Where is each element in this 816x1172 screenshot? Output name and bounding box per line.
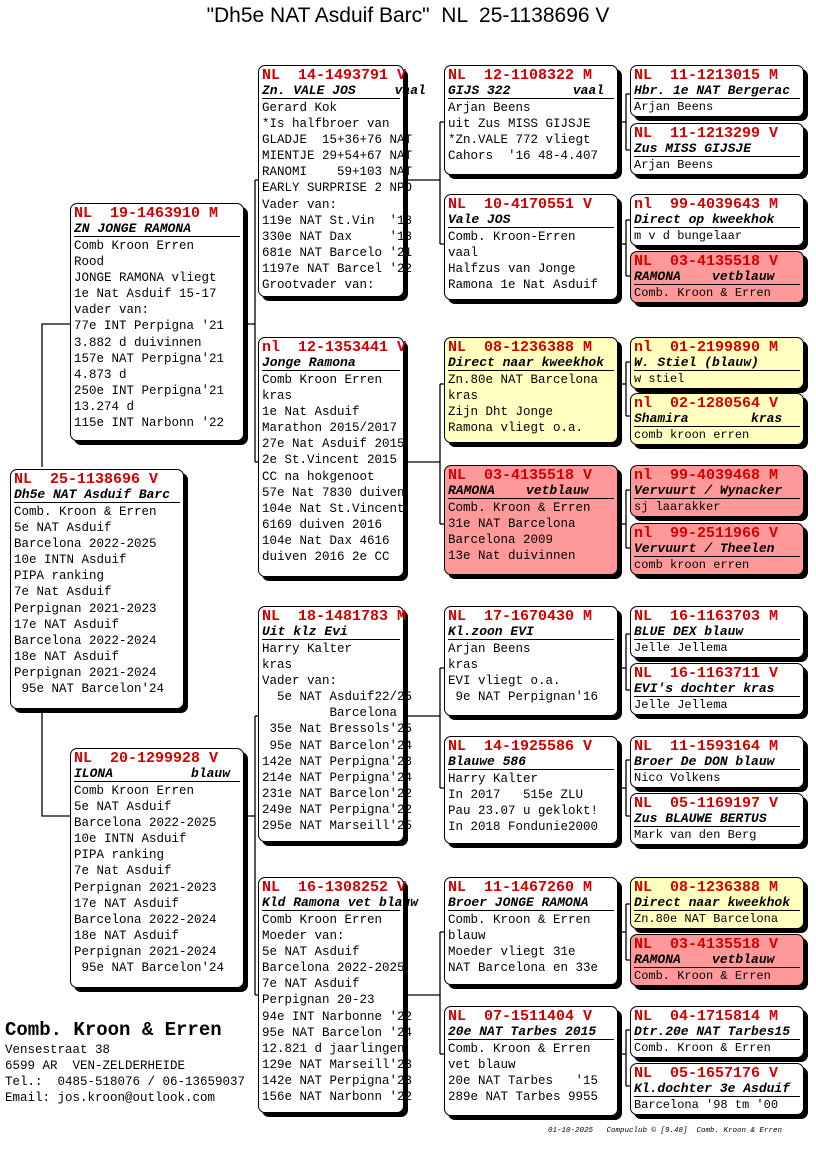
detail-line: 104e Nat St.Vincent — [262, 501, 405, 516]
detail-line: 95e NAT Barcelon '24 — [262, 1025, 413, 1040]
detail-line: Zijn Dht Jonge — [448, 405, 554, 420]
ring-number: nl 99-2511966 V — [634, 525, 779, 542]
detail-line: 5e NAT Asduif — [14, 521, 112, 536]
ring-number: NL 08-1236388 M — [634, 879, 779, 896]
pigeon-name: Dh5e NAT Asduif Barc — [14, 488, 180, 503]
ring-number: NL 08-1236388 M — [448, 339, 593, 356]
pigeon-details — [448, 1041, 614, 1105]
pedigree-card-gen5-1[interactable] — [630, 65, 804, 117]
ring-number: NL 12-1108322 M — [448, 67, 593, 84]
detail-line: 1e Nat Asduif 15-17 — [74, 287, 217, 302]
ring-number: NL 18-1481783 M — [262, 608, 407, 625]
detail-line: *Is halfbroer van — [262, 117, 390, 132]
pedigree-card-gen4-7[interactable] — [444, 877, 618, 985]
pigeon-name: Broer JONGE RAMONA — [448, 896, 614, 911]
ring-number: NL 11-1467260 M — [448, 879, 593, 896]
owner-email[interactable]: Email: jos.kroon@outlook.com — [5, 1091, 216, 1105]
pigeon-name: Dtr.20e NAT Tarbes15 — [634, 1025, 800, 1040]
detail-line: 6169 duiven 2016 — [262, 517, 383, 532]
pigeon-details — [448, 912, 614, 976]
pigeon-name: Uit klz Evi — [262, 625, 400, 640]
pigeon-name: Broer De DON blauw — [634, 755, 800, 770]
pigeon-name: Direct naar kweekhok — [448, 356, 614, 371]
detail-line: 214e NAT Perpigna'24 — [262, 770, 413, 785]
pigeon-name: ZN JONGE RAMONA — [74, 222, 240, 237]
ring-number: NL 11-1213015 M — [634, 67, 779, 84]
detail-line: 18e NAT Asduif — [74, 928, 180, 943]
pigeon-details — [634, 969, 800, 984]
pigeon-name: W. Stiel (blauw) — [634, 356, 800, 371]
pedigree-card-gen5-11[interactable] — [630, 736, 804, 788]
detail-line: 7e Nat Asduif — [14, 585, 112, 600]
pedigree-card-gen5-13[interactable] — [630, 877, 804, 929]
pedigree-card-sire-sire[interactable] — [258, 65, 426, 297]
detail-line: Comb. Kroon & Erren — [634, 286, 771, 300]
detail-line: 250e INT Perpigna'21 — [74, 383, 225, 398]
pigeon-name: Shamira kras — [634, 412, 800, 427]
detail-line: 1197e NAT Barcel '22 — [262, 261, 413, 276]
detail-line: 5e NAT Asduif — [74, 800, 172, 815]
pedigree-title: "Dh5e NAT Asduif Barc" NL 25-1138696 V — [206, 4, 610, 27]
pigeon-name: Blauwe 586 — [448, 755, 614, 770]
owner-postcode: 6599 AR VEN-ZELDERHEIDE — [5, 1059, 186, 1073]
detail-line: EARLY SURPRISE 2 NPO — [262, 181, 413, 196]
pigeon-name: Zus BLAUWE BERTUS — [634, 812, 800, 827]
detail-line: duiven 2016 2e CC — [262, 550, 390, 565]
pigeon-details — [74, 238, 240, 431]
detail-line: Comb. Kroon & Erren — [14, 505, 157, 519]
detail-line: kras — [262, 658, 293, 673]
detail-line: Barcelona 2022-2024 — [14, 633, 157, 648]
pigeon-details — [634, 100, 800, 115]
detail-line: 1e Nat Asduif — [262, 405, 360, 420]
detail-line: *Zn.VALE 772 vliegt — [448, 133, 591, 148]
ring-number: NL 20-1299928 V — [74, 750, 219, 767]
detail-line: 2e St.Vincent 2015 — [262, 453, 398, 468]
detail-line: Comb Kroon Erren — [262, 913, 383, 927]
pedigree-card-gen5-10[interactable] — [630, 663, 804, 715]
pigeon-name: Vervuurt / Theelen — [634, 542, 800, 557]
pigeon-details — [634, 158, 800, 173]
detail-line: Ramona 1e Nat Asduif — [448, 278, 599, 293]
detail-line: w stiel — [634, 372, 685, 386]
pigeon-details — [634, 229, 800, 244]
pigeon-details — [634, 912, 800, 927]
pigeon-details — [634, 1041, 800, 1056]
ring-number: NL 16-1308252 V — [262, 879, 407, 896]
detail-line: Perpignan 2021-2024 — [74, 944, 217, 959]
detail-line: 13e Nat duivinnen — [448, 549, 576, 564]
pigeon-name: EVI's dochter kras — [634, 682, 800, 697]
detail-line: 13.274 d — [74, 399, 135, 414]
ring-number: NL 16-1163711 V — [634, 665, 779, 682]
pigeon-name: Zus MISS GIJSJE — [634, 142, 800, 157]
pigeon-details — [634, 771, 800, 786]
detail-line: Pau 23.07 u geklokt! — [448, 804, 599, 819]
pedigree-card-gen5-6[interactable] — [630, 393, 804, 445]
ring-number: NL 07-1511404 V — [448, 1008, 593, 1025]
detail-line: 295e NAT Marseill'25 — [262, 819, 413, 834]
pigeon-name: RAMONA vetblauw — [634, 270, 800, 285]
detail-line: Zn.80e NAT Barcelona — [634, 912, 779, 926]
detail-line: Harry Kalter — [448, 772, 539, 786]
detail-line: GLADJE 15+36+76 NAT — [262, 133, 413, 148]
detail-line: 17e NAT Asduif — [14, 617, 120, 632]
detail-line: PIPA ranking — [74, 848, 165, 863]
detail-line: Comb. Kroon & Erren — [448, 501, 591, 515]
pedigree-card-gen5-15[interactable] — [630, 1006, 804, 1058]
detail-line: 289e NAT Tarbes 9955 — [448, 1090, 599, 1105]
ring-number: NL 03-4135518 V — [448, 467, 593, 484]
detail-line: Arjan Beens — [634, 158, 714, 172]
ring-number: NL 19-1463910 M — [74, 205, 219, 222]
pedigree-card-gen4-3[interactable] — [444, 337, 618, 443]
pedigree-card-dam-dam[interactable] — [258, 877, 419, 1113]
detail-line: Barcelona 2022-2025 — [74, 816, 217, 831]
detail-line: vader van: — [74, 303, 150, 318]
detail-line: blauw — [448, 929, 486, 944]
pigeon-details — [634, 372, 800, 387]
pigeon-details — [14, 504, 180, 697]
pigeon-name: ILONA blauw — [74, 767, 240, 782]
detail-line: Rood — [74, 255, 105, 270]
detail-line: vaal — [448, 246, 479, 261]
pedigree-card-dam-sire[interactable] — [258, 606, 413, 842]
pedigree-card-gen5-3[interactable] — [630, 194, 804, 246]
detail-line: comb kroon erren — [634, 558, 750, 572]
ring-number: nl 12-1353441 V — [262, 339, 407, 356]
ring-number: NL 05-1657176 V — [634, 1065, 779, 1082]
detail-line: Perpignan 20-23 — [262, 993, 375, 1008]
detail-line: Arjan Beens — [634, 100, 714, 114]
detail-line: PIPA ranking — [14, 569, 105, 584]
detail-line: CC na hokgenoot — [262, 469, 375, 484]
pigeon-name: Vale JOS — [448, 213, 614, 228]
owner-name: Comb. Kroon & Erren — [5, 1019, 222, 1041]
detail-line: Comb. Kroon & Erren — [448, 913, 591, 927]
detail-line: Barcelona '98 tm '00 — [634, 1098, 779, 1112]
detail-line: 330e NAT Dax '18 — [262, 229, 413, 244]
pigeon-name: Direct op kweekhok — [634, 213, 800, 228]
detail-line: JONGE RAMONA vliegt — [74, 271, 217, 286]
pigeon-details — [74, 783, 240, 976]
ring-number: nl 99-4039643 M — [634, 196, 779, 213]
ring-number: NL 16-1163703 M — [634, 608, 779, 625]
detail-line: Barcelona 2009 — [448, 533, 554, 548]
detail-line: Halfzus van Jonge — [448, 262, 576, 277]
pigeon-details — [634, 500, 800, 515]
pigeon-details — [634, 1098, 800, 1113]
detail-line: 5e NAT Asduif — [262, 945, 360, 960]
pigeon-details — [448, 229, 614, 293]
ring-number: NL 05-1169197 V — [634, 795, 779, 812]
pigeon-details — [448, 771, 614, 835]
pedigree-card-gen5-12[interactable] — [630, 793, 804, 845]
pigeon-details — [262, 641, 413, 834]
pigeon-details — [262, 372, 405, 565]
pigeon-name: GIJS 322 vaal — [448, 84, 614, 99]
pigeon-details — [262, 912, 413, 1105]
detail-line: Comb. Kroon & Erren — [634, 1041, 771, 1055]
pigeon-name: RAMONA vetblauw — [634, 953, 800, 968]
pigeon-name: Hbr. 1e NAT Bergerac — [634, 84, 800, 99]
detail-line: Moeder van: — [262, 929, 345, 944]
pigeon-name: Kl.zoon EVI — [448, 625, 614, 640]
detail-line: Jelle Jellema — [634, 641, 728, 655]
detail-line: 77e INT Perpigna '21 — [74, 319, 225, 334]
detail-line: 142e NAT Perpigna'23 — [262, 1073, 413, 1088]
detail-line: 681e NAT Barcelo '21 — [262, 245, 413, 260]
pigeon-name: Kl.dochter 3e Asduif — [634, 1082, 800, 1097]
pigeon-name: Kld Ramona vet blauw — [262, 895, 419, 910]
detail-line: m v d bungelaar — [634, 229, 743, 243]
ring-number: NL 03-4135518 V — [634, 936, 779, 953]
detail-line: Barcelona — [262, 706, 398, 721]
detail-line: Comb. Kroon-Erren — [448, 230, 576, 244]
pigeon-details — [634, 698, 800, 713]
detail-line: 10e INTN Asduif — [14, 553, 127, 568]
detail-line: 142e NAT Perpigna'23 — [262, 754, 413, 769]
detail-line: Harry Kalter — [262, 642, 353, 656]
detail-line: 249e NAT Perpigna'22 — [262, 802, 413, 817]
detail-line: 5e NAT Asduif22/25 — [262, 690, 413, 705]
ring-number: NL 17-1670430 M — [448, 608, 593, 625]
detail-line: Arjan Beens — [448, 101, 531, 115]
ring-number: NL 03-4135518 V — [634, 253, 779, 270]
detail-line: 10e INTN Asduif — [74, 832, 187, 847]
detail-line: 95e NAT Barcelon'24 — [14, 682, 165, 697]
detail-line: Barcelona 2022-2025 — [262, 961, 405, 976]
ring-number: nl 01-2199890 M — [634, 339, 779, 356]
print-footer: 01-10-2025 Compuclub © [9.48] Comb. Kroon & Erren — [548, 1127, 783, 1135]
pedigree-card-gen4-6[interactable] — [444, 736, 618, 844]
ring-number: NL 11-1593164 M — [634, 738, 779, 755]
detail-line: Arjan Beens — [448, 642, 531, 656]
owner-phone: Tel.: 0485-518076 / 06-13659037 — [5, 1075, 246, 1089]
ring-number: NL 25-1138696 V — [14, 471, 159, 488]
ring-number: NL 14-1925586 V — [448, 738, 593, 755]
detail-line: 35e Nat Bressols'25 — [262, 722, 413, 737]
pigeon-details — [448, 100, 614, 164]
detail-line: 7e Nat Asduif — [74, 864, 172, 879]
pigeon-name: Vervuurt / Wynacker — [634, 484, 800, 499]
detail-line: 4.873 d — [74, 367, 127, 382]
detail-line: Comb. Kroon & Erren — [448, 1042, 591, 1056]
pigeon-name: 20e NAT Tarbes 2015 — [448, 1025, 614, 1040]
detail-line: 157e NAT Perpigna'21 — [74, 351, 225, 366]
ring-number: NL 04-1715814 M — [634, 1008, 779, 1025]
detail-line: Perpignan 2021-2023 — [74, 880, 217, 895]
pigeon-name: RAMONA vetblauw — [448, 484, 614, 499]
pigeon-name: BLUE DEX blauw — [634, 625, 800, 640]
pedigree-card-gen4-5[interactable] — [444, 606, 618, 716]
detail-line: 18e NAT Asduif — [14, 649, 120, 664]
detail-line: Mark van den Berg — [634, 828, 757, 842]
detail-line: EVI vliegt o.a. — [448, 674, 561, 689]
detail-line: 156e NAT Narbonn '22 — [262, 1090, 413, 1105]
pedigree-card-sire[interactable] — [70, 203, 244, 441]
detail-line: Barcelona 2022-2024 — [74, 912, 217, 927]
detail-line: 3.882 d duivinnen — [74, 335, 202, 350]
detail-line: 119e NAT St.Vin '18 — [262, 213, 413, 228]
owner-address: Vensestraat 38 — [5, 1043, 111, 1057]
detail-line: Perpignan 2021-2023 — [14, 601, 157, 616]
pigeon-name: Jonge Ramona — [262, 356, 400, 371]
detail-line: In 2018 Fondunie2000 — [448, 820, 599, 835]
detail-line: 31e NAT Barcelona — [448, 517, 576, 532]
detail-line: 9e NAT Perpignan'16 — [448, 690, 599, 705]
detail-line: Comb. Kroon & Erren — [634, 969, 771, 983]
pedigree-card-gen5-4[interactable] — [630, 251, 804, 303]
detail-line: 104e Nat Dax 4616 — [262, 533, 390, 548]
pedigree-card-gen5-7[interactable] — [630, 465, 804, 517]
pedigree-card-gen5-9[interactable] — [630, 606, 804, 658]
detail-line: 231e NAT Barcelon'22 — [262, 786, 413, 801]
detail-line: MIENTJE 29+54+67 NAT — [262, 149, 413, 164]
detail-line: Perpignan 2021-2024 — [14, 665, 157, 680]
detail-line: Nico Volkens — [634, 771, 721, 785]
detail-line: Jelle Jellema — [634, 698, 728, 712]
detail-line: Vader van: — [262, 674, 338, 689]
pedigree-card-dam[interactable] — [70, 748, 244, 988]
detail-line: sj laarakker — [634, 500, 721, 514]
pigeon-details — [634, 428, 800, 443]
detail-line: NAT Barcelona en 33e — [448, 961, 599, 976]
pedigree-card-sire-dam[interactable] — [258, 337, 407, 577]
pigeon-details — [262, 100, 413, 293]
pedigree-card-gen4-4[interactable] — [444, 465, 618, 575]
ring-number: nl 99-4039468 M — [634, 467, 779, 484]
pigeon-name: Direct naar kweekhok — [634, 896, 800, 911]
pigeon-details — [634, 286, 800, 301]
detail-line: Gerard Kok — [262, 101, 338, 115]
detail-line: Comb Kroon Erren — [262, 373, 383, 387]
owner-info — [5, 1018, 245, 1106]
pigeon-details — [634, 828, 800, 843]
detail-line: RANOMI 59+103 NAT — [262, 165, 413, 180]
pigeon-details — [448, 641, 614, 705]
pigeon-details — [634, 558, 800, 573]
pigeon-details — [448, 500, 614, 564]
pedigree-card-gen5-2[interactable] — [630, 123, 804, 175]
detail-line: In 2017 515e ZLU — [448, 788, 584, 803]
detail-line: 12.821 d jaarlingen — [262, 1041, 405, 1056]
pedigree-card-subject[interactable] — [10, 469, 184, 709]
detail-line: kras — [448, 658, 479, 673]
detail-line: Comb Kroon Erren — [74, 784, 195, 798]
detail-line: Barcelona 2022-2025 — [14, 537, 157, 552]
detail-line: Zn.80e NAT Barcelona — [448, 373, 599, 387]
detail-line: kras — [262, 389, 293, 404]
pedigree-card-gen4-8[interactable] — [444, 1006, 618, 1116]
detail-line: 20e NAT Tarbes '15 — [448, 1074, 599, 1089]
detail-line: Vader van: — [262, 197, 338, 212]
detail-line: Moeder vliegt 31e — [448, 945, 576, 960]
detail-line: 7e NAT Asduif — [262, 977, 360, 992]
detail-line: Comb Kroon Erren — [74, 239, 195, 253]
pedigree-card-gen5-8[interactable] — [630, 523, 804, 575]
pedigree-card-gen5-16[interactable] — [630, 1063, 804, 1115]
detail-line: 27e Nat Asduif 2015 — [262, 437, 405, 452]
pigeon-details — [634, 641, 800, 656]
detail-line: 94e INT Narbonne '22 — [262, 1009, 413, 1024]
ring-number: nl 02-1280564 V — [634, 395, 779, 412]
pedigree-card-gen4-2[interactable] — [444, 194, 618, 300]
detail-line: Marathon 2015/2017 — [262, 421, 398, 436]
detail-line: 95e NAT Barcelon'24 — [74, 961, 225, 976]
detail-line: Grootvader van: — [262, 278, 375, 293]
detail-line: 57e Nat 7830 duiven — [262, 485, 405, 500]
detail-line: Ramona vliegt o.a. — [448, 421, 584, 436]
ring-number: NL 14-1493791 V — [262, 67, 407, 84]
detail-line: 129e NAT Marseill'23 — [262, 1057, 413, 1072]
detail-line: Cahors '16 48-4.407 — [448, 149, 599, 164]
pigeon-name: Zn. VALE JOS vaal — [262, 83, 426, 98]
pigeon-details — [448, 372, 614, 436]
ring-number: NL 11-1213299 V — [634, 125, 779, 142]
detail-line: vet blauw — [448, 1058, 516, 1073]
pedigree-card-gen5-5[interactable] — [630, 337, 804, 389]
detail-line: 95e NAT Barcelon'24 — [262, 738, 413, 753]
detail-line: comb kroon erren — [634, 428, 750, 442]
detail-line: 115e INT Narbonn '22 — [74, 416, 225, 431]
detail-line: uit Zus MISS GIJSJE — [448, 117, 591, 132]
pedigree-card-gen5-14[interactable] — [630, 934, 804, 986]
pedigree-card-gen4-1[interactable] — [444, 65, 618, 175]
detail-line: 17e NAT Asduif — [74, 896, 180, 911]
ring-number: NL 10-4170551 V — [448, 196, 593, 213]
detail-line: kras — [448, 389, 479, 404]
